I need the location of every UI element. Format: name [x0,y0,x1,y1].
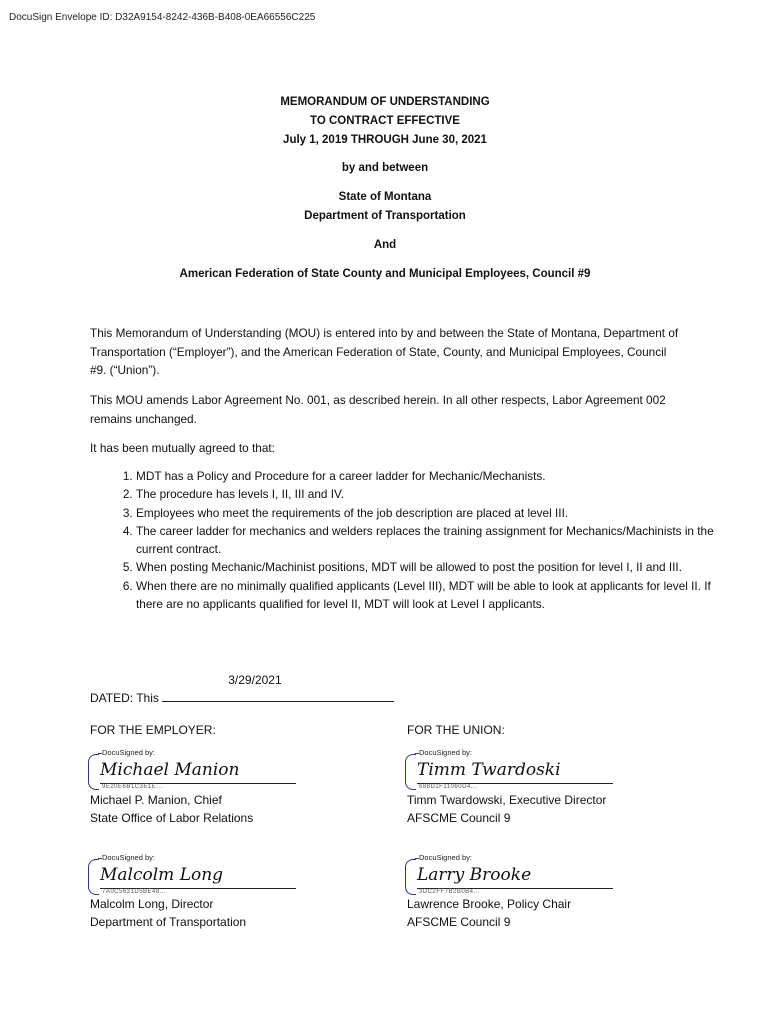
party1-block [0,188,770,226]
date-field[interactable] [162,673,394,702]
employer-heading: FOR THE EMPLOYER: [90,723,216,737]
docusign-bracket [88,754,99,790]
list-item: 5. When posting Mechanic/Machinist positions, MDT will be allowed to post the position for level I, II and III. [136,558,726,576]
signatory-org: Department of Transportation [90,915,247,929]
party2-name: American Federation of State County and Municipal Employees, Council #9 [179,268,591,280]
handwritten-signature: Larry Brooke [417,865,532,885]
signatory-org: AFSCME Council 9 [407,915,511,929]
signatory-twardowski [407,791,606,827]
signature-field-twardowski[interactable] [405,748,613,790]
title-line-3: July 1, 2019 THROUGH June 30, 2021 [283,134,487,146]
docusign-bracket [88,859,99,895]
amend-paragraph [90,391,680,428]
docusigned-label: DocuSigned by: [419,853,472,862]
signatory-brooke [407,895,571,931]
title-line-1: MEMORANDUM OF UNDERSTANDING [280,96,490,108]
list-item: 6. When there are no minimally qualified applicants (Level III), MDT will be able to look at applicants for level II. If there are no applicants qualified for level II, MDT will look at Level I applicants. [136,577,726,614]
list-item: 2. The procedure has levels I, II, III and IV. [136,485,726,503]
list-item: 1. MDT has a Policy and Procedure for a career ladder for Mechanic/Mechanists. [136,467,726,485]
agreement-list [90,467,726,613]
dated-line [90,673,394,705]
docusigned-label: DocuSigned by: [419,748,472,757]
signature-id: 688D1F11060D4... [419,784,478,790]
signatory-org: State Office of Labor Relations [90,811,254,825]
signatory-name: Michael P. Manion, Chief [90,793,222,807]
list-item: 4. The career ladder for mechanics and welders replaces the training assignment for Mechanics/Machinists in the current contract. [136,522,726,559]
signatory-name: Lawrence Brooke, Policy Chair [407,897,572,911]
signature-field-long[interactable] [88,853,296,895]
date-value: 3/29/2021 [228,673,282,687]
signature-field-manion[interactable] [88,748,296,790]
between-label: by and between [341,162,429,174]
signature-id: 7A0C5631D5BE48... [102,889,167,895]
signature-id: 3DC2FF7B2B0B4... [419,889,481,895]
title-block [0,93,770,150]
signatory-name: Timm Twardowski, Executive Director [407,793,607,807]
docusigned-label: DocuSigned by: [102,853,155,862]
handwritten-signature: Timm Twardoski [417,760,561,780]
docusigned-label: DocuSigned by: [102,748,155,757]
handwritten-signature: Michael Manion [100,760,240,780]
list-item: 3. Employees who meet the requirements of the job description are placed at level III. [136,504,726,522]
signature-field-brooke[interactable] [405,853,613,895]
paragraph-1: This Memorandum of Understanding (MOU) is entered into by and between the State of Montana, Department of Transportation (“Employer”), and the American Federation of State, County, and Municipal Employees, Council #9. (“Union”). [90,326,679,377]
union-heading: FOR THE UNION: [407,723,505,737]
party1-line-2: Department of Transportation [304,210,466,222]
party1-line-1: State of Montana [338,191,432,203]
docusign-bracket [405,859,416,895]
paragraph-3: It has been mutually agreed to that: [90,441,275,455]
handwritten-signature: Malcolm Long [100,865,224,885]
and-label: And [373,239,397,251]
signature-id: 9E20E6B1C3E1E... [102,784,163,790]
intro-paragraph [90,324,680,380]
signatory-long [90,895,246,931]
signatory-manion [90,791,253,827]
title-line-2: TO CONTRACT EFFECTIVE [310,115,460,127]
docusign-bracket [405,754,416,790]
envelope-id: DocuSign Envelope ID: D32A9154-8242-436B-B408-0EA66556C225 [9,12,316,23]
signatory-name: Malcolm Long, Director [90,897,214,911]
dated-label: DATED: This [90,691,159,705]
agreed-paragraph [90,439,680,458]
signatory-org: AFSCME Council 9 [407,811,511,825]
paragraph-2: This MOU amends Labor Agreement No. 001, as described herein. In all other respects, Labor Agreement 002 remains unchanged. [90,393,666,426]
